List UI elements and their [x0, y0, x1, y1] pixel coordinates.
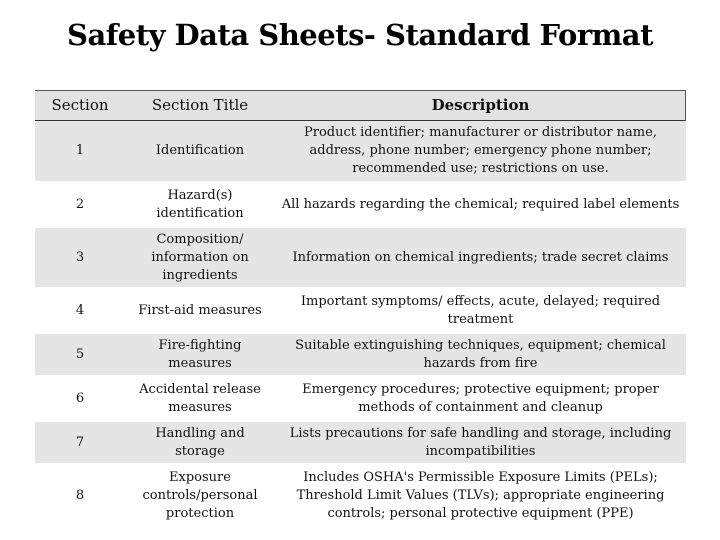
- cell-section-number: 8: [35, 465, 125, 527]
- cell-section-title: First-aid measures: [125, 289, 275, 333]
- cell-description: Lists precautions for safe handling and storage, including incompatibilities: [275, 421, 686, 465]
- cell-description: Includes OSHA's Permissible Exposure Limits (PELs); Threshold Limit Values (TLVs); appropriate engineering controls; personal protective equipment (PPE): [275, 465, 686, 527]
- header-right-border: [685, 90, 686, 121]
- table-row: [35, 421, 686, 465]
- table-row: [35, 121, 686, 183]
- header-section: Section: [35, 90, 125, 121]
- cell-description: Suitable extinguishing techniques, equipment; chemical hazards from fire: [275, 333, 686, 377]
- cell-section-number: 2: [35, 183, 125, 227]
- sds-format-table: [35, 90, 686, 528]
- table-row: [35, 289, 686, 333]
- page-title: Safety Data Sheets- Standard Format: [67, 18, 653, 52]
- cell-section-title: Handling and storage: [125, 421, 275, 465]
- table-top-border: [35, 90, 686, 91]
- cell-section-number: 5: [35, 333, 125, 377]
- cell-section-number: 4: [35, 289, 125, 333]
- cell-section-title: Exposure controls/personal protection: [125, 465, 275, 527]
- table-row: [35, 227, 686, 289]
- header-description: Description: [275, 90, 686, 121]
- cell-description: Information on chemical ingredients; trade secret claims: [275, 227, 686, 289]
- cell-section-title: Identification: [125, 121, 275, 183]
- cell-description: All hazards regarding the chemical; required label elements: [275, 183, 686, 227]
- cell-section-number: 3: [35, 227, 125, 289]
- table-row: [35, 333, 686, 377]
- cell-section-title: Composition/ information on ingredients: [125, 227, 275, 289]
- cell-description: Important symptoms/ effects, acute, delayed; required treatment: [275, 289, 686, 333]
- table-row: [35, 183, 686, 227]
- header-section-title: Section Title: [125, 90, 275, 121]
- cell-description: Product identifier; manufacturer or distributor name, address, phone number; emergency phone number; recommended use; restrictions on use.: [275, 121, 686, 183]
- table-header-row: [35, 90, 686, 121]
- cell-section-title: Accidental release measures: [125, 377, 275, 421]
- cell-section-number: 7: [35, 421, 125, 465]
- table-row: [35, 377, 686, 421]
- cell-section-title: Fire-fighting measures: [125, 333, 275, 377]
- cell-section-number: 1: [35, 121, 125, 183]
- cell-section-title: Hazard(s) identification: [125, 183, 275, 227]
- cell-description: Emergency procedures; protective equipment; proper methods of containment and cleanup: [275, 377, 686, 421]
- table-row: [35, 465, 686, 527]
- cell-section-number: 6: [35, 377, 125, 421]
